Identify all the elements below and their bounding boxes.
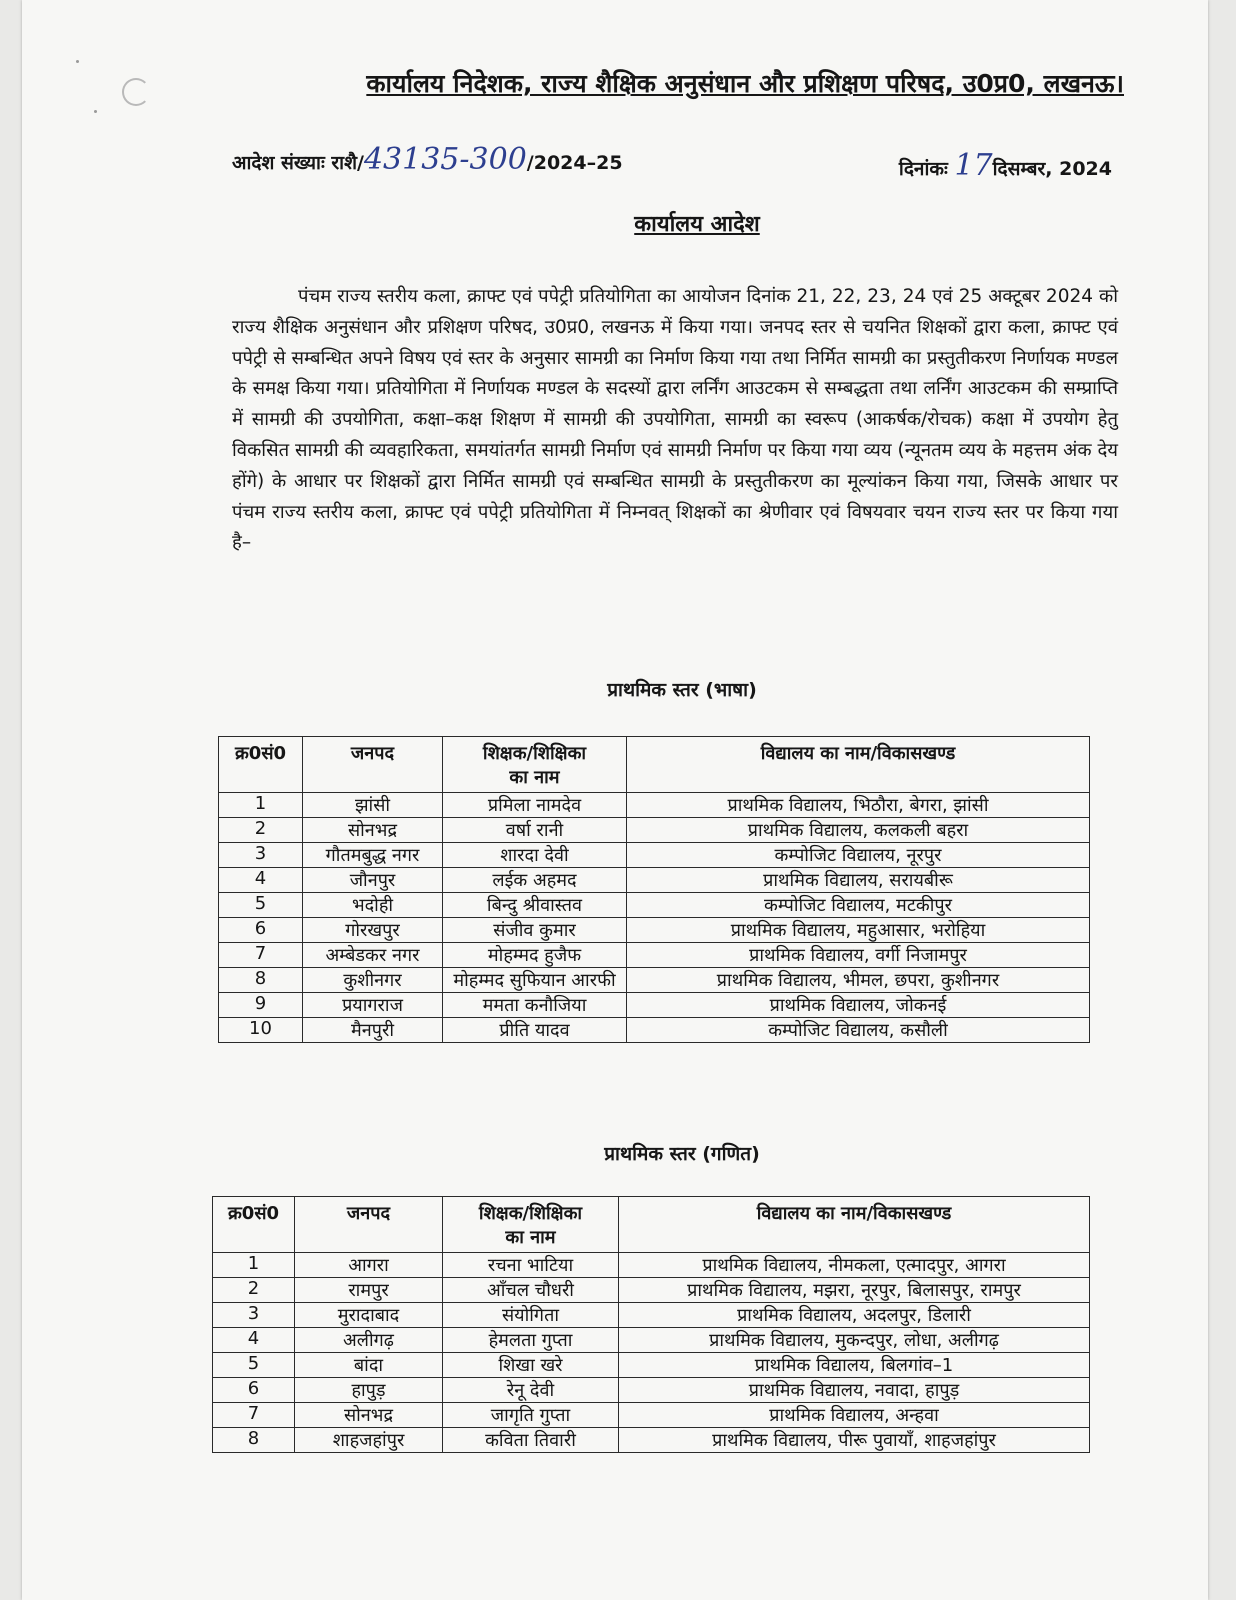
column-header-serial: क्र0सं0 [219,737,303,793]
cell-serial: 1 [219,793,303,818]
language-selection-table [218,736,1090,1043]
cell-school-name: कम्पोजिट विद्यालय, मटकीपुर [627,893,1090,918]
cell-school-name: प्राथमिक विद्यालय, महुआसार, भरोहिया [627,918,1090,943]
cell-district: भदोही [303,893,443,918]
cell-serial: 1 [213,1253,295,1278]
table-row [213,1403,1090,1428]
cell-teacher-name: मोहम्मद हुजैफ [443,943,627,968]
column-header-school: विद्यालय का नाम/विकासखण्ड [627,737,1090,793]
section-heading-maths: प्राथमिक स्तर (गणित) [604,1143,760,1165]
cell-teacher-name: आँचल चौधरी [443,1278,619,1303]
cell-district: सोनभद्र [295,1403,443,1428]
table-row [213,1328,1090,1353]
cell-serial: 4 [213,1328,295,1353]
column-header-teacher: शिक्षक/शिक्षिका का नाम [443,1197,619,1253]
cell-serial: 10 [219,1018,303,1043]
table-row [219,868,1090,893]
cell-school-name: प्राथमिक विद्यालय, जोकनई [627,993,1090,1018]
scan-speck [76,60,79,63]
cell-teacher-name: संजीव कुमार [443,918,627,943]
order-number-suffix: /2024–25 [526,152,623,174]
cell-district: मैनपुरी [303,1018,443,1043]
cell-school-name: प्राथमिक विद्यालय, मुकन्दपुर, लोधा, अलीगढ़ [619,1328,1090,1353]
cell-serial: 8 [213,1428,295,1453]
cell-district: शाहजहांपुर [295,1428,443,1453]
column-header-district: जनपद [303,737,443,793]
cell-serial: 5 [213,1353,295,1378]
cell-district: गौतमबुद्ध नगर [303,843,443,868]
cell-teacher-name: शिखा खरे [443,1353,619,1378]
table-row [213,1428,1090,1453]
column-header-serial: क्र0सं0 [213,1197,295,1253]
date-label: दिनांकः [898,158,948,180]
column-header-teacher: शिक्षक/शिक्षिका का नाम [443,737,627,793]
language-table-body [219,793,1090,1043]
punch-hole-mark [122,78,150,106]
cell-teacher-name: लईक अहमद [443,868,627,893]
table-row [219,918,1090,943]
cell-teacher-name: जागृति गुप्ता [443,1403,619,1428]
cell-school-name: प्राथमिक विद्यालय, पीरू पुवायाँ, शाहजहांपुर [619,1428,1090,1453]
cell-school-name: कम्पोजिट विद्यालय, कसौली [627,1018,1090,1043]
table-row [213,1303,1090,1328]
cell-serial: 7 [213,1403,295,1428]
table-row [219,1018,1090,1043]
office-header-title: कार्यालय निदेशक, राज्य शैक्षिक अनुसंधान और प्रशिक्षण परिषद, उ0प्र0, लखनऊ। [366,69,1124,98]
order-number-prefix: आदेश संख्याः राशै/ [232,152,364,174]
cell-serial: 7 [219,943,303,968]
order-number-line [232,142,1112,182]
table-header-row [219,737,1090,793]
document-page [22,0,1208,1600]
table-row [219,893,1090,918]
cell-serial: 3 [213,1303,295,1328]
cell-serial: 5 [219,893,303,918]
cell-teacher-name: शारदा देवी [443,843,627,868]
maths-table-body [213,1253,1090,1453]
handwritten-date-day: 17 [954,148,993,183]
cell-teacher-name: रेनू देवी [443,1378,619,1403]
table-row [219,968,1090,993]
order-number [232,142,623,177]
cell-district: हापुड़ [295,1378,443,1403]
cell-school-name: प्राथमिक विद्यालय, अदलपुर, डिलारी [619,1303,1090,1328]
cell-school-name: प्राथमिक विद्यालय, मझरा, नूरपुर, बिलासपुर, रामपुर [619,1278,1090,1303]
cell-school-name: प्राथमिक विद्यालय, सरायबीरू [627,868,1090,893]
cell-school-name: प्राथमिक विद्यालय, कलकली बहरा [627,818,1090,843]
order-date [899,148,1112,183]
cell-serial: 9 [219,993,303,1018]
cell-teacher-name: प्रमिला नामदेव [443,793,627,818]
cell-teacher-name: मोहम्मद सुफियान आरफी [443,968,627,993]
cell-teacher-name: कविता तिवारी [443,1428,619,1453]
table-row [213,1253,1090,1278]
cell-district: प्रयागराज [303,993,443,1018]
cell-district: आगरा [295,1253,443,1278]
cell-school-name: प्राथमिक विद्यालय, वर्गी निजामपुर [627,943,1090,968]
table-row [219,843,1090,868]
cell-school-name: प्राथमिक विद्यालय, बिलगांव–1 [619,1353,1090,1378]
cell-district: सोनभद्र [303,818,443,843]
cell-serial: 2 [213,1278,295,1303]
cell-teacher-name: हेमलता गुप्ता [443,1328,619,1353]
section-heading-language: प्राथमिक स्तर (भाषा) [607,679,757,701]
maths-selection-table [212,1196,1090,1453]
cell-teacher-name: रचना भाटिया [443,1253,619,1278]
handwritten-order-number: 43135-300 [363,142,527,177]
cell-school-name: प्राथमिक विद्यालय, नवादा, हापुड़ [619,1378,1090,1403]
order-body-paragraph: पंचम राज्य स्तरीय कला, क्राफ्ट एवं पपेट्री प्रतियोगिता का आयोजन दिनांक 21, 22, 23, 24 एवं 25 अक्टूबर 2024 को राज्य शैक्षिक अनुसंधान और प्रशिक्षण परिषद, उ0प्र0, लखनऊ में किया गया। जनपद स्तर से चयनित शिक्षकों द्वारा कला, क्राफ्ट एवं पपेट्री से सम्बन्धित अपने विषय एवं स्तर के अनुसार सामग्री का निर्माण किया गया तथा निर्मित सामग्री का प्रस्तुतीकरण निर्णायक मण्डल के समक्ष किया गया। प्रतियोगिता में निर्णायक मण्डल के सदस्यों द्वारा लर्निंग आउटकम से सम्बद्धता तथा लर्निंग आउटकम की सम्प्राप्ति में सामग्री की उपयोगिता, कक्षा–कक्ष शिक्षण में सामग्री की उपयोगिता, सामग्री का स्वरूप (आकर्षक/रोचक) कक्षा में उपयोग हेतु विकसित सामग्री की व्यवहारिकता, समयांतर्गत सामग्री निर्माण एवं सामग्री निर्माण पर किया गया व्यय (न्यूनतम व्यय के महत्तम अंक देय होंगे) के आधार पर शिक्षकों द्वारा निर्मित सामग्री एवं सम्बन्धित सामग्री के प्रस्तुतीकरण का मूल्यांकन किया गया, जिसके आधार पर पंचम राज्य स्तरीय कला, क्राफ्ट एवं पपेट्री प्रतियोगिता में निम्नवत् शिक्षकों का श्रेणीवार एवं विषयवार चयन राज्य स्तर पर किया गया है– [232,286,1119,554]
table-row [213,1353,1090,1378]
column-header-district: जनपद [295,1197,443,1253]
table-row [219,818,1090,843]
cell-serial: 8 [219,968,303,993]
table-row [219,793,1090,818]
table-row [219,943,1090,968]
cell-serial: 6 [213,1378,295,1403]
cell-school-name: प्राथमिक विद्यालय, भिठौरा, बेगरा, झांसी [627,793,1090,818]
table-header-row [213,1197,1090,1253]
cell-school-name: प्राथमिक विद्यालय, नीमकला, एत्मादपुर, आगरा [619,1253,1090,1278]
cell-school-name: प्राथमिक विद्यालय, अन्हवा [619,1403,1090,1428]
cell-district: जौनपुर [303,868,443,893]
cell-serial: 4 [219,868,303,893]
cell-serial: 6 [219,918,303,943]
cell-district: अम्बेडकर नगर [303,943,443,968]
cell-teacher-name: वर्षा रानी [443,818,627,843]
cell-district: अलीगढ़ [295,1328,443,1353]
cell-district: बांदा [295,1353,443,1378]
column-header-school: विद्यालय का नाम/विकासखण्ड [619,1197,1090,1253]
table-row [213,1278,1090,1303]
table-row [219,993,1090,1018]
cell-school-name: कम्पोजिट विद्यालय, नूरपुर [627,843,1090,868]
cell-district: गोरखपुर [303,918,443,943]
cell-serial: 3 [219,843,303,868]
date-month-year: दिसम्बर, 2024 [992,158,1112,180]
cell-district: कुशीनगर [303,968,443,993]
cell-district: रामपुर [295,1278,443,1303]
cell-teacher-name: संयोगिता [443,1303,619,1328]
cell-teacher-name: ममता कनौजिया [443,993,627,1018]
cell-teacher-name: बिन्दु श्रीवास्तव [443,893,627,918]
cell-district: मुरादाबाद [295,1303,443,1328]
office-order-title: कार्यालय आदेश [634,212,760,237]
table-row [213,1378,1090,1403]
cell-teacher-name: प्रीति यादव [443,1018,627,1043]
cell-school-name: प्राथमिक विद्यालय, भीमल, छपरा, कुशीनगर [627,968,1090,993]
cell-serial: 2 [219,818,303,843]
cell-district: झांसी [303,793,443,818]
scan-speck [94,110,97,113]
